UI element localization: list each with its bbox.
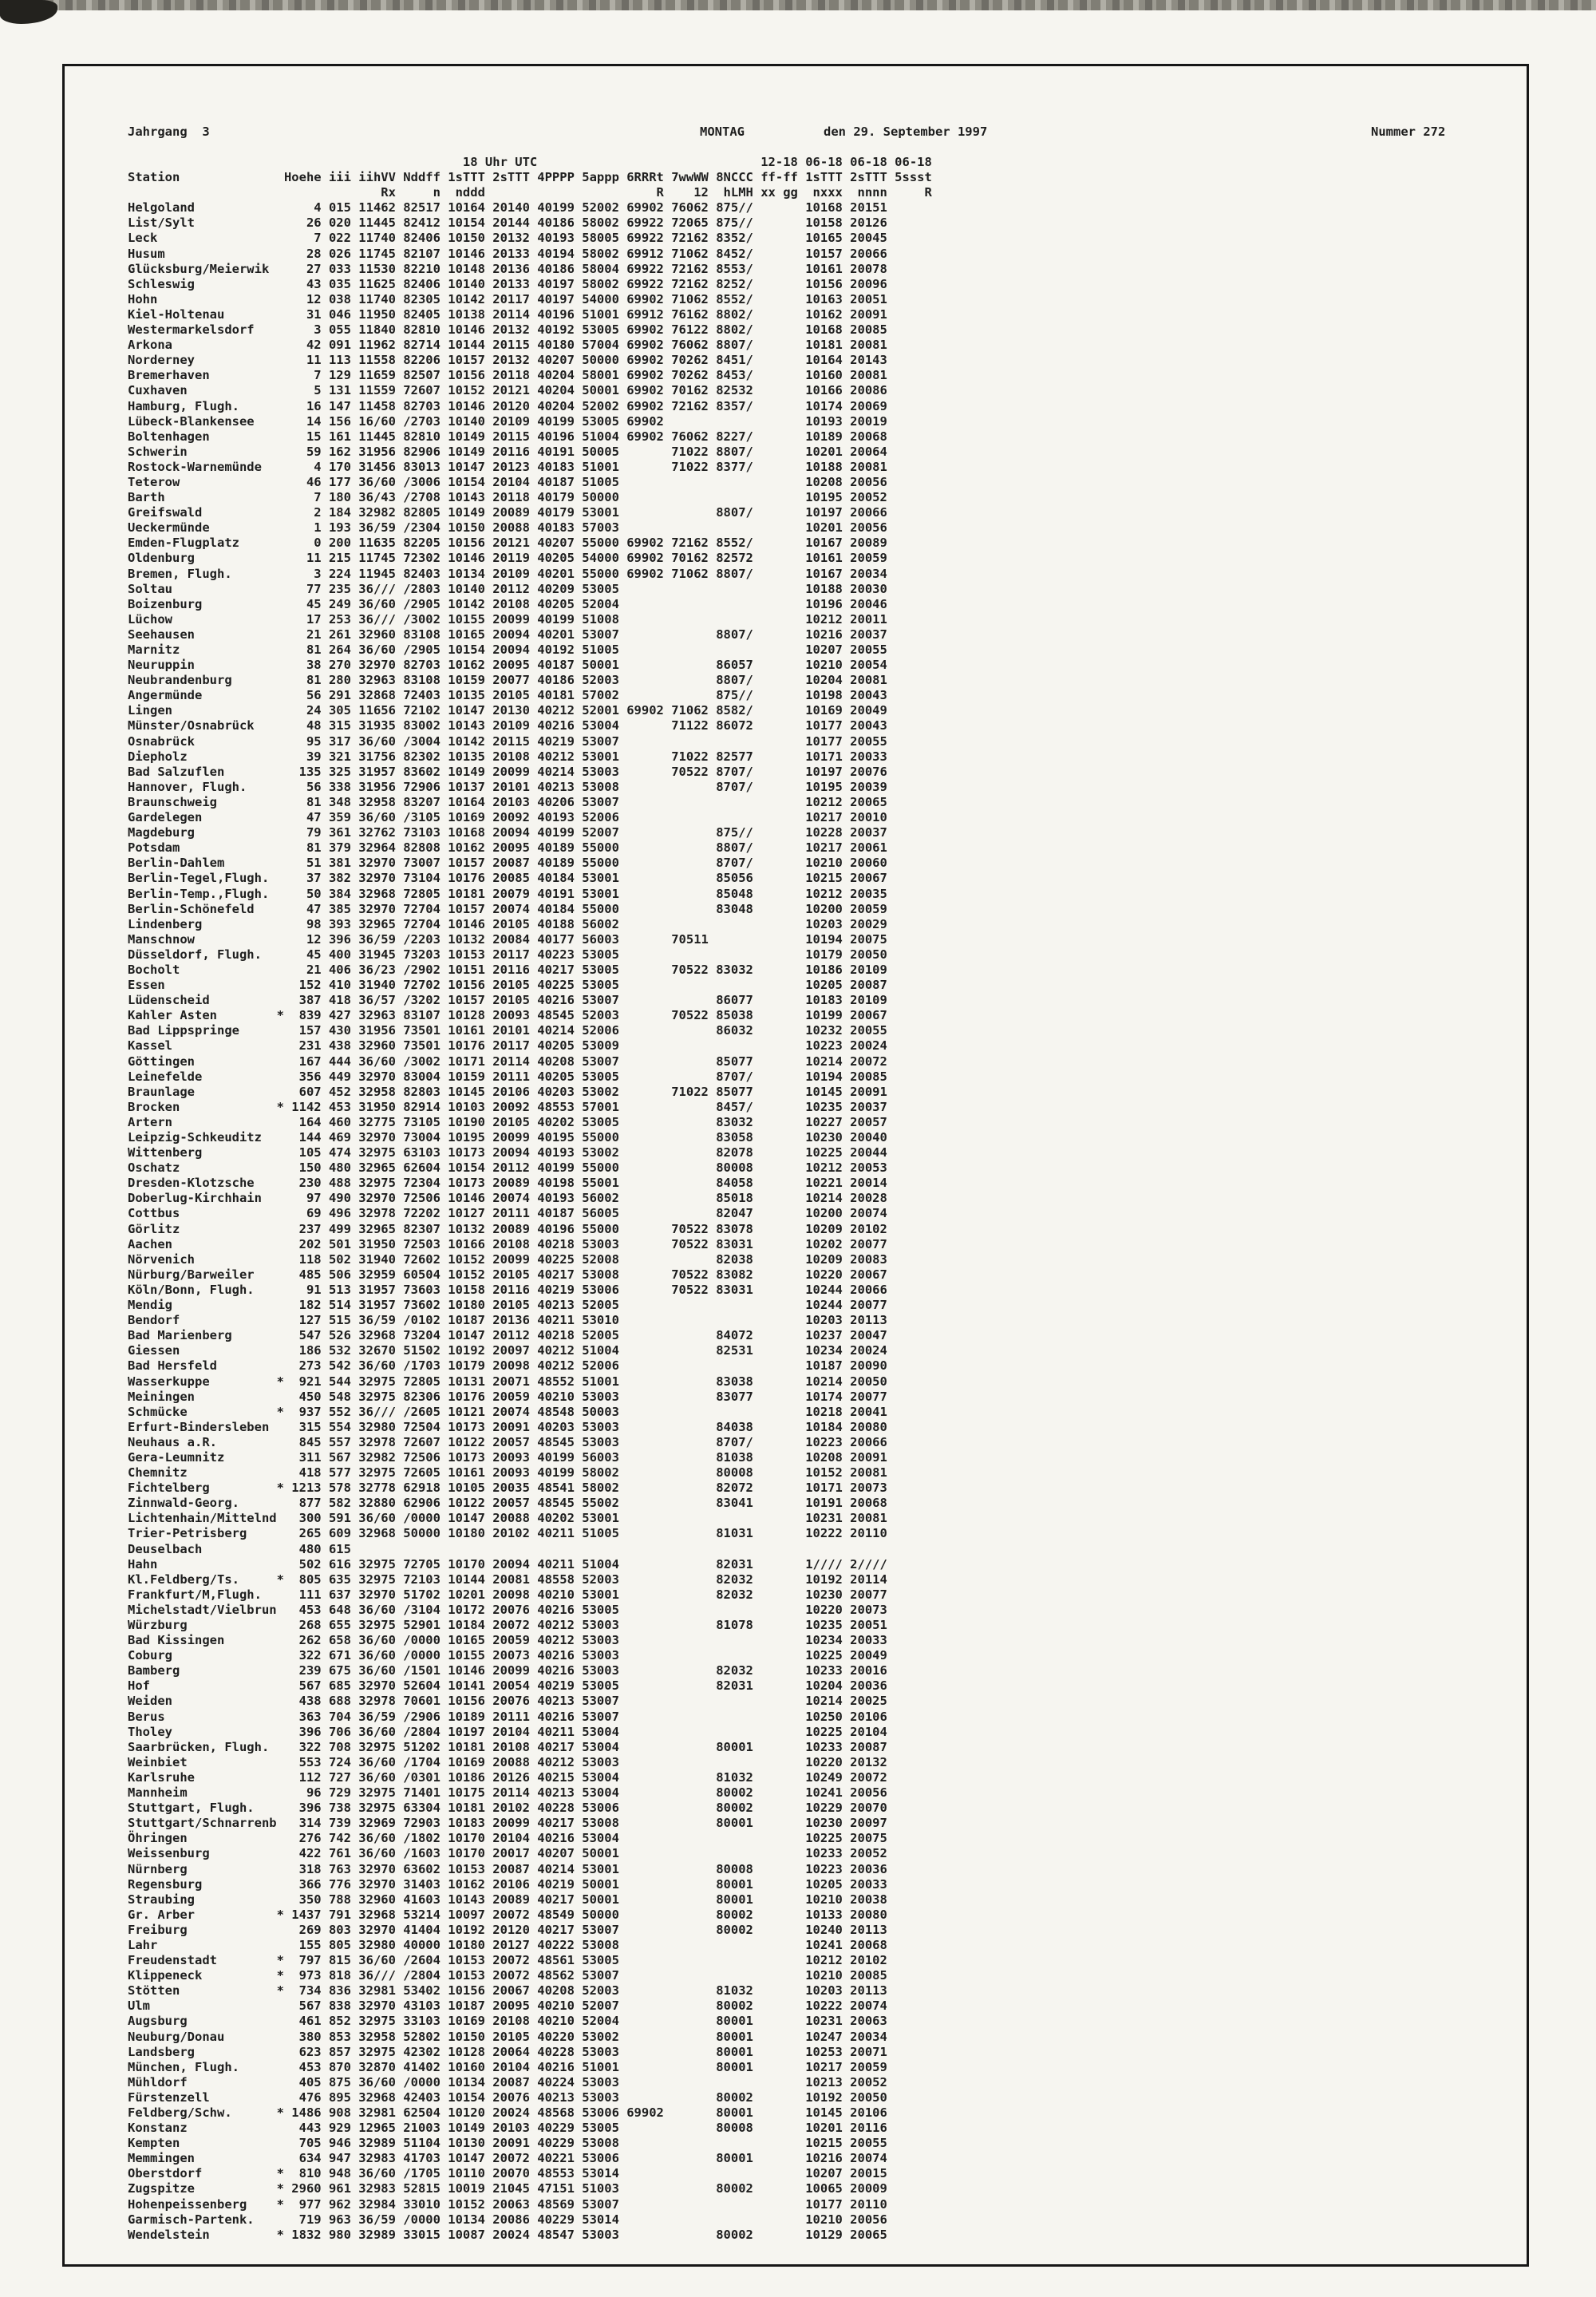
table-row: Barth 7 180 36/43 /2708 10143 20118 40179 50000 10195 20052 bbox=[128, 490, 887, 505]
table-row: Lüchow 17 253 36/// /3002 10155 20099 40199 51008 10212 20011 bbox=[128, 611, 887, 627]
table-row: Marnitz 81 264 36/60 /2905 10154 20094 40192 51005 10207 20055 bbox=[128, 642, 887, 657]
table-row: Würzburg 268 655 32975 52901 10184 20072 40212 53003 81078 10235 20051 bbox=[128, 1618, 887, 1632]
table-row: Saarbrücken, Flugh. 322 708 32975 51202 10181 20108 40217 53004 80001 10233 20087 bbox=[128, 1739, 887, 1754]
table-row: Zinnwald-Georg. 877 582 32880 62906 10122 20057 48545 55002 83041 10191 20068 bbox=[128, 1496, 887, 1511]
table-row: Giessen 186 532 32670 51502 10192 20097 40212 51004 82531 10234 20024 bbox=[128, 1343, 887, 1358]
table-row: Münster/Osnabrück 48 315 31935 83002 10143 20109 40216 53004 71122 86072 10177 20043 bbox=[128, 718, 887, 733]
table-row: Nürnberg 318 763 32970 63602 10153 20087 40214 53001 80008 10223 20036 bbox=[128, 1861, 887, 1876]
table-row: Seehausen 21 261 32960 83108 10165 20094 40201 53007 8807/ 10216 20037 bbox=[128, 627, 887, 642]
table-row: Kempten 705 946 32989 51104 10130 20091 40229 53008 10215 20055 bbox=[128, 2136, 887, 2151]
table-row: Bocholt 21 406 36/23 /2902 10151 20116 40217 53005 70522 83032 10186 20109 bbox=[128, 962, 887, 977]
table-row: Michelstadt/Vielbrun 453 648 36/60 /3104 10172 20076 40216 53005 10220 20073 bbox=[128, 1602, 887, 1617]
table-row: Doberlug-Kirchhain 97 490 32970 72506 10146 20074 40193 56002 85018 10214 20028 bbox=[128, 1191, 887, 1206]
table-row: Lingen 24 305 11656 72102 10147 20130 40212 52001 69902 71062 8582/ 10169 20049 bbox=[128, 703, 887, 718]
table-row: Görlitz 237 499 32965 82307 10132 20089 40196 55000 70522 83078 10209 20102 bbox=[128, 1221, 887, 1236]
table-row: Stuttgart/Schnarrenb 314 739 32969 72903 10183 20099 40217 53008 80001 10230 20097 bbox=[128, 1816, 887, 1831]
table-row: Hamburg, Flugh. 16 147 11458 82703 10146 20120 40204 52002 69902 72162 8357/ 10174 20069 bbox=[128, 398, 887, 413]
table-row: Emden-Flugplatz 0 200 11635 82205 10156 20121 40207 55000 69902 72162 8552/ 10167 20089 bbox=[128, 536, 887, 551]
table-row: Gera-Leumnitz 311 567 32982 72506 10173 20093 40199 56003 81038 10208 20091 bbox=[128, 1449, 887, 1465]
table-row: Boizenburg 45 249 36/60 /2905 10142 20108 40205 52004 10196 20046 bbox=[128, 596, 887, 611]
table-row: Garmisch-Partenk. 719 963 36/59 /0000 10134 20086 40229 53014 10210 20056 bbox=[128, 2212, 887, 2227]
table-row: Teterow 46 177 36/60 /3006 10154 20104 40187 51005 10208 20056 bbox=[128, 474, 887, 489]
table-row: Kiel-Holtenau 31 046 11950 82405 10138 20114 40196 51001 69912 76162 8802/ 10162 20091 bbox=[128, 306, 887, 322]
table-row: Cottbus 69 496 32978 72202 10127 20111 40187 56005 82047 10200 20074 bbox=[128, 1206, 887, 1221]
date-label: den 29. September 1997 bbox=[824, 125, 988, 139]
table-row: Bad Kissingen 262 658 36/60 /0000 10165 20059 40212 53003 10234 20033 bbox=[128, 1633, 887, 1648]
table-row: Oschatz 150 480 32965 62604 10154 20112 40199 55000 80008 10212 20053 bbox=[128, 1160, 887, 1176]
issue-label: Nummer 272 bbox=[1371, 125, 1446, 139]
scan-artifact-strip bbox=[0, 0, 1596, 10]
table-row: Boltenhagen 15 161 11445 82810 10149 20115 40196 51004 69902 76062 8227/ 10189 20068 bbox=[128, 429, 887, 444]
table-row: Freudenstadt * 797 815 36/60 /2604 10153 20072 48561 53005 10212 20102 bbox=[128, 1953, 887, 1968]
table-row: Diepholz 39 321 31756 82302 10135 20108 40212 53001 71022 82577 10171 20033 bbox=[128, 749, 887, 764]
table-row: Hohenpeissenberg * 977 962 32984 33010 10152 20063 48569 53007 10177 20110 bbox=[128, 2196, 887, 2212]
table-row: Kassel 231 438 32960 73501 10176 20117 40205 53009 10223 20024 bbox=[128, 1038, 887, 1054]
table-row: Schleswig 43 035 11625 82406 10140 20133 40197 58002 69922 72162 8252/ 10156 20096 bbox=[128, 276, 887, 291]
table-row: Fichtelberg * 1213 578 32778 62918 10105 20035 48541 58002 82072 10171 20073 bbox=[128, 1481, 887, 1496]
table-row: Helgoland 4 015 11462 82517 10164 20140 40199 52002 69902 76062 875// 10168 20151 bbox=[128, 200, 887, 215]
table-row: Aachen 202 501 31950 72503 10166 20108 40218 53003 70522 83031 10202 20077 bbox=[128, 1236, 887, 1251]
weekday-label: MONTAG bbox=[700, 125, 745, 139]
table-row: Stötten * 734 836 32981 53402 10156 20067 40208 52003 81032 10203 20113 bbox=[128, 1983, 887, 1999]
table-row: Oldenburg 11 215 11745 72302 10146 20119 40205 54000 69902 70162 82572 10161 20059 bbox=[128, 551, 887, 566]
table-row: Erfurt-Bindersleben 315 554 32980 72504 10173 20091 40203 53003 84038 10184 20080 bbox=[128, 1419, 887, 1434]
table-row: Braunlage 607 452 32958 82803 10145 20106 40203 53002 71022 85077 10145 20091 bbox=[128, 1084, 887, 1099]
table-row: Lübeck-Blankensee 14 156 16/60 /2703 10140 20109 40199 53005 69902 10193 20019 bbox=[128, 413, 887, 429]
table-row: Neuburg/Donau 380 853 32958 52802 10150 20105 40220 53002 80001 10247 20034 bbox=[128, 2029, 887, 2044]
scan-artifact-corner-blob bbox=[0, 0, 57, 24]
table-row: Berlin-Dahlem 51 381 32970 73007 10157 20087 40189 55000 8707/ 10210 20060 bbox=[128, 856, 887, 871]
table-row: Brocken * 1142 453 31950 82914 10103 20092 48553 57001 8457/ 10235 20037 bbox=[128, 1099, 887, 1114]
table-row: Tholey 396 706 36/60 /2804 10197 20104 40211 53004 10225 20104 bbox=[128, 1724, 887, 1739]
table-row: Potsdam 81 379 32964 82808 10162 20095 40189 55000 8807/ 10217 20061 bbox=[128, 840, 887, 856]
table-row: München, Flugh. 453 870 32870 41402 10160 20104 40216 51001 80001 10217 20059 bbox=[128, 2059, 887, 2074]
table-row: Oberstdorf * 810 948 36/60 /1705 10110 20070 48553 53014 10207 20015 bbox=[128, 2166, 887, 2181]
table-row: Trier-Petrisberg 265 609 32968 50000 10180 20102 40211 51005 81031 10222 20110 bbox=[128, 1526, 887, 1541]
table-row: Braunschweig 81 348 32958 83207 10164 20103 40206 53007 10212 20065 bbox=[128, 794, 887, 809]
table-row: Bamberg 239 675 36/60 /1501 10146 20099 40216 53003 82032 10233 20016 bbox=[128, 1663, 887, 1678]
table-row: Berlin-Schönefeld 47 385 32970 72704 10157 20074 40184 55000 83048 10200 20059 bbox=[128, 901, 887, 916]
table-row: Kl.Feldberg/Ts. * 805 635 32975 72103 10144 20081 48558 52003 82032 10192 20114 bbox=[128, 1572, 887, 1587]
subcolumn-header-row: Rx n nddd R 12 hLMH xx gg nxxx nnnn R bbox=[128, 185, 932, 200]
table-row: Schmücke * 937 552 36/// /2605 10121 20074 48548 50003 10218 20041 bbox=[128, 1404, 887, 1419]
table-row: Landsberg 623 857 32975 42302 10128 20064 40228 53003 80001 10253 20071 bbox=[128, 2044, 887, 2059]
table-row: Ulm 567 838 32970 43103 10187 20095 40210 52007 80002 10222 20074 bbox=[128, 1999, 887, 2014]
table-row: Soltau 77 235 36/// /2803 10140 20112 40209 53005 10188 20030 bbox=[128, 581, 887, 596]
table-row: Magdeburg 79 361 32762 73103 10168 20094 40199 52007 875// 10228 20037 bbox=[128, 825, 887, 840]
table-row: Schwerin 59 162 31956 82906 10149 20116 40191 50005 71022 8807/ 10201 20064 bbox=[128, 444, 887, 459]
edition-label: Jahrgang 3 bbox=[128, 125, 210, 139]
table-row: Dresden-Klotzsche 230 488 32975 72304 10173 20089 40198 55001 84058 10221 20014 bbox=[128, 1176, 887, 1191]
table-row: Chemnitz 418 577 32975 72605 10161 20093 40199 58002 80008 10152 20081 bbox=[128, 1465, 887, 1481]
table-row: Frankfurt/M,Flugh. 111 637 32970 51702 10201 20098 40210 53001 82032 10230 20077 bbox=[128, 1587, 887, 1602]
table-row: Deuselbach 480 615 bbox=[128, 1541, 887, 1556]
table-row: Bendorf 127 515 36/59 /0102 10187 20136 40211 53010 10203 20113 bbox=[128, 1313, 887, 1328]
table-row: Kahler Asten * 839 427 32963 83107 10128 20093 48545 52003 70522 85038 10199 20067 bbox=[128, 1008, 887, 1023]
table-row: Bremerhaven 7 129 11659 82507 10156 20118 40204 58001 69902 70262 8453/ 10160 20081 bbox=[128, 368, 887, 383]
table-row: Manschnow 12 396 36/59 /2203 10132 20084 40177 56003 70511 10194 20075 bbox=[128, 931, 887, 947]
table-row: Fürstenzell 476 895 32968 42403 10154 20076 40213 53003 80002 10192 20050 bbox=[128, 2089, 887, 2105]
table-row: Freiburg 269 803 32970 41404 10192 20120 40217 53007 80002 10240 20113 bbox=[128, 1922, 887, 1937]
table-row: Gr. Arber * 1437 791 32968 53214 10097 20072 48549 50000 80002 10133 20080 bbox=[128, 1907, 887, 1922]
table-row: Wittenberg 105 474 32975 63103 10173 20094 40193 53002 82078 10225 20044 bbox=[128, 1145, 887, 1160]
table-row: Essen 152 410 31940 72702 10156 20105 40225 53005 10205 20087 bbox=[128, 978, 887, 993]
table-row: Bremen, Flugh. 3 224 11945 82403 10134 20109 40201 55000 69902 71062 8807/ 10167 20034 bbox=[128, 566, 887, 581]
table-row: Stuttgart, Flugh. 396 738 32975 63304 10181 20102 40228 53006 80002 10229 20070 bbox=[128, 1801, 887, 1816]
table-row: Weissenburg 422 761 36/60 /1603 10170 20017 40207 50001 10233 20052 bbox=[128, 1846, 887, 1861]
table-row: Meiningen 450 548 32975 82306 10176 20059 40210 53003 83077 10174 20077 bbox=[128, 1389, 887, 1404]
table-row: Düsseldorf, Flugh. 45 400 31945 73203 10153 20117 40223 53005 10179 20050 bbox=[128, 947, 887, 962]
table-row: Mannheim 96 729 32975 71401 10175 20114 40213 53004 80002 10241 20056 bbox=[128, 1785, 887, 1801]
table-row: Bad Salzuflen 135 325 31957 83602 10149 20099 40214 53003 70522 8707/ 10197 20076 bbox=[128, 764, 887, 779]
table-row: Mühldorf 405 875 36/60 /0000 10134 20087 40224 53003 10213 20052 bbox=[128, 2074, 887, 2089]
table-row: Norderney 11 113 11558 82206 10157 20132 40207 50000 69902 70262 8451/ 10164 20143 bbox=[128, 353, 887, 368]
table-row: Nörvenich 118 502 31940 72602 10152 20099 40225 52008 82038 10209 20083 bbox=[128, 1251, 887, 1267]
table-row: Cuxhaven 5 131 11559 72607 10152 20121 40204 50001 69902 70162 82532 10166 20086 bbox=[128, 383, 887, 398]
table-row: Köln/Bonn, Flugh. 91 513 31957 73603 10158 20116 40219 53006 70522 83031 10244 20066 bbox=[128, 1282, 887, 1297]
table-row: Öhringen 276 742 36/60 /1802 10170 20104 40216 53004 10225 20075 bbox=[128, 1831, 887, 1846]
table-row: Konstanz 443 929 12965 21003 10149 20103 40229 53005 80008 10201 20116 bbox=[128, 2121, 887, 2136]
table-row: Osnabrück 95 317 36/60 /3004 10142 20115 40219 53007 10177 20055 bbox=[128, 733, 887, 749]
table-row: Berlin-Temp.,Flugh. 50 384 32968 72805 10181 20079 40191 53001 85048 10212 20035 bbox=[128, 886, 887, 901]
table-row: Bad Marienberg 547 526 32968 73204 10147 20112 40218 52005 84072 10237 20047 bbox=[128, 1328, 887, 1343]
table-row: Hohn 12 038 11740 82305 10142 20117 40197 54000 69902 71062 8552/ 10163 20051 bbox=[128, 291, 887, 306]
table-row: Wendelstein * 1832 980 32989 33015 10087 20024 48547 53003 80002 10129 20065 bbox=[128, 2227, 887, 2242]
time-header-row: 18 Uhr UTC 12-18 06-18 06-18 06-18 bbox=[128, 155, 932, 169]
table-row: Lahr 155 805 32980 40000 10180 20127 40222 53008 10241 20068 bbox=[128, 1937, 887, 1952]
table-row: Mendig 182 514 31957 73602 10180 20105 40213 52005 10244 20077 bbox=[128, 1298, 887, 1313]
table-row: List/Sylt 26 020 11445 82412 10154 20144 40186 58002 69922 72065 875// 10158 20126 bbox=[128, 215, 887, 231]
table-row: Straubing 350 788 32960 41603 10143 20089 40217 50001 80001 10210 20038 bbox=[128, 1892, 887, 1907]
table-row: Lichtenhain/Mittelnd 300 591 36/60 /0000 10147 20088 40202 53001 10231 20081 bbox=[128, 1511, 887, 1526]
table-row: Lüdenscheid 387 418 36/57 /3202 10157 20105 40216 53007 86077 10183 20109 bbox=[128, 993, 887, 1008]
table-row: Angermünde 56 291 32868 72403 10135 20105 40181 57002 875// 10198 20043 bbox=[128, 688, 887, 703]
table-row: Leck 7 022 11740 82406 10150 20132 40193 58005 69922 72162 8352/ 10165 20045 bbox=[128, 231, 887, 246]
table-row: Leipzig-Schkeuditz 144 469 32970 73004 10195 20099 40195 55000 83058 10230 20040 bbox=[128, 1130, 887, 1145]
table-row: Weinbiet 553 724 36/60 /1704 10169 20088 40212 53003 10220 20132 bbox=[128, 1754, 887, 1769]
table-row: Neubrandenburg 81 280 32963 83108 10159 20077 40186 52003 8807/ 10204 20081 bbox=[128, 673, 887, 688]
table-row: Lindenberg 98 393 32965 72704 10146 20105 40188 56002 10203 20029 bbox=[128, 916, 887, 931]
column-header-row: Station Hoehe iii iihVV Nddff 1sTTT 2sTTT 4PPPP 5appp 6RRRt 7wwWW 8NCCC ff-ff 1sTTT 2sTTT 5ssst bbox=[128, 170, 932, 185]
table-row: Coburg 322 671 36/60 /0000 10155 20073 40216 53003 10225 20049 bbox=[128, 1648, 887, 1663]
table-row: Greifswald 2 184 32982 82805 10149 20089 40179 53001 8807/ 10197 20066 bbox=[128, 505, 887, 520]
table-row: Ueckermünde 1 193 36/59 /2304 10150 20088 40183 57003 10201 20056 bbox=[128, 520, 887, 536]
table-row: Wasserkuppe * 921 544 32975 72805 10131 20071 48552 51001 83038 10214 20050 bbox=[128, 1374, 887, 1389]
table-row: Hannover, Flugh. 56 338 31956 72906 10137 20101 40213 53008 8707/ 10195 20039 bbox=[128, 779, 887, 794]
table-row: Augsburg 461 852 32975 33103 10169 20108 40210 52004 80001 10231 20063 bbox=[128, 2014, 887, 2029]
table-row: Berlin-Tegel,Flugh. 37 382 32970 73104 10176 20085 40184 53001 85056 10215 20067 bbox=[128, 871, 887, 886]
table-row: Nürburg/Barweiler 485 506 32959 60504 10152 20105 40217 53008 70522 83082 10220 20067 bbox=[128, 1267, 887, 1282]
table-row: Gardelegen 47 359 36/60 /3105 10169 20092 40193 52006 10217 20010 bbox=[128, 810, 887, 825]
table-row: Hof 567 685 32970 52604 10141 20054 40219 53005 82031 10204 20036 bbox=[128, 1678, 887, 1694]
table-row: Artern 164 460 32775 73105 10190 20105 40202 53005 83032 10227 20057 bbox=[128, 1114, 887, 1129]
table-row: Arkona 42 091 11962 82714 10144 20115 40180 57004 69902 76062 8807/ 10181 20081 bbox=[128, 338, 887, 353]
table-row: Göttingen 167 444 36/60 /3002 10171 20114 40208 53007 85077 10214 20072 bbox=[128, 1054, 887, 1069]
table-row: Klippeneck * 973 818 36/// /2804 10153 20072 48562 53007 10210 20085 bbox=[128, 1968, 887, 1983]
table-row: Bad Hersfeld 273 542 36/60 /1703 10179 20098 40212 52006 10187 20090 bbox=[128, 1358, 887, 1374]
synop-table bbox=[128, 155, 932, 2243]
table-row: Feldberg/Schw. * 1486 908 32981 62504 10120 20024 48568 53006 69902 80001 10145 20106 bbox=[128, 2105, 887, 2120]
table-row: Husum 28 026 11745 82107 10146 20133 40194 58002 69912 71062 8452/ 10157 20066 bbox=[128, 246, 887, 261]
table-row: Bad Lippspringe 157 430 31956 73501 10161 20101 40214 52006 86032 10232 20055 bbox=[128, 1023, 887, 1038]
table-row: Karlsruhe 112 727 36/60 /0301 10186 20126 40215 53004 81032 10249 20072 bbox=[128, 1769, 887, 1785]
table-row: Leinefelde 356 449 32970 83004 10159 20111 40205 53005 8707/ 10194 20085 bbox=[128, 1069, 887, 1084]
table-row: Zugspitze * 2960 961 32983 52815 10019 21045 47151 51003 80002 10065 20009 bbox=[128, 2181, 887, 2196]
table-row: Westermarkelsdorf 3 055 11840 82810 10146 20132 40192 53005 69902 76122 8802/ 10168 20085 bbox=[128, 322, 887, 338]
table-row: Memmingen 634 947 32983 41703 10147 20072 40221 53006 80001 10216 20074 bbox=[128, 2151, 887, 2166]
table-row: Neuhaus a.R. 845 557 32978 72607 10122 20057 48545 53003 8707/ 10223 20066 bbox=[128, 1434, 887, 1449]
table-row: Hahn 502 616 32975 72705 10170 20094 40211 51004 82031 1//// 2//// bbox=[128, 1556, 887, 1572]
table-row: Rostock-Warnemünde 4 170 31456 83013 10147 20123 40183 51001 71022 8377/ 10188 20081 bbox=[128, 459, 887, 474]
table-row: Neuruppin 38 270 32970 82703 10162 20095 40187 50001 86057 10210 20054 bbox=[128, 658, 887, 673]
table-row: Berus 363 704 36/59 /2906 10189 20111 40216 53007 10250 20106 bbox=[128, 1709, 887, 1724]
table-row: Weiden 438 688 32978 70601 10156 20076 40213 53007 10214 20025 bbox=[128, 1694, 887, 1709]
table-row: Regensburg 366 776 32970 31403 10162 20106 40219 50001 80001 10205 20033 bbox=[128, 1876, 887, 1892]
table-row: Glücksburg/Meierwik 27 033 11530 82210 10148 20136 40186 58004 69922 72162 8553/ 10161 20078 bbox=[128, 261, 887, 276]
